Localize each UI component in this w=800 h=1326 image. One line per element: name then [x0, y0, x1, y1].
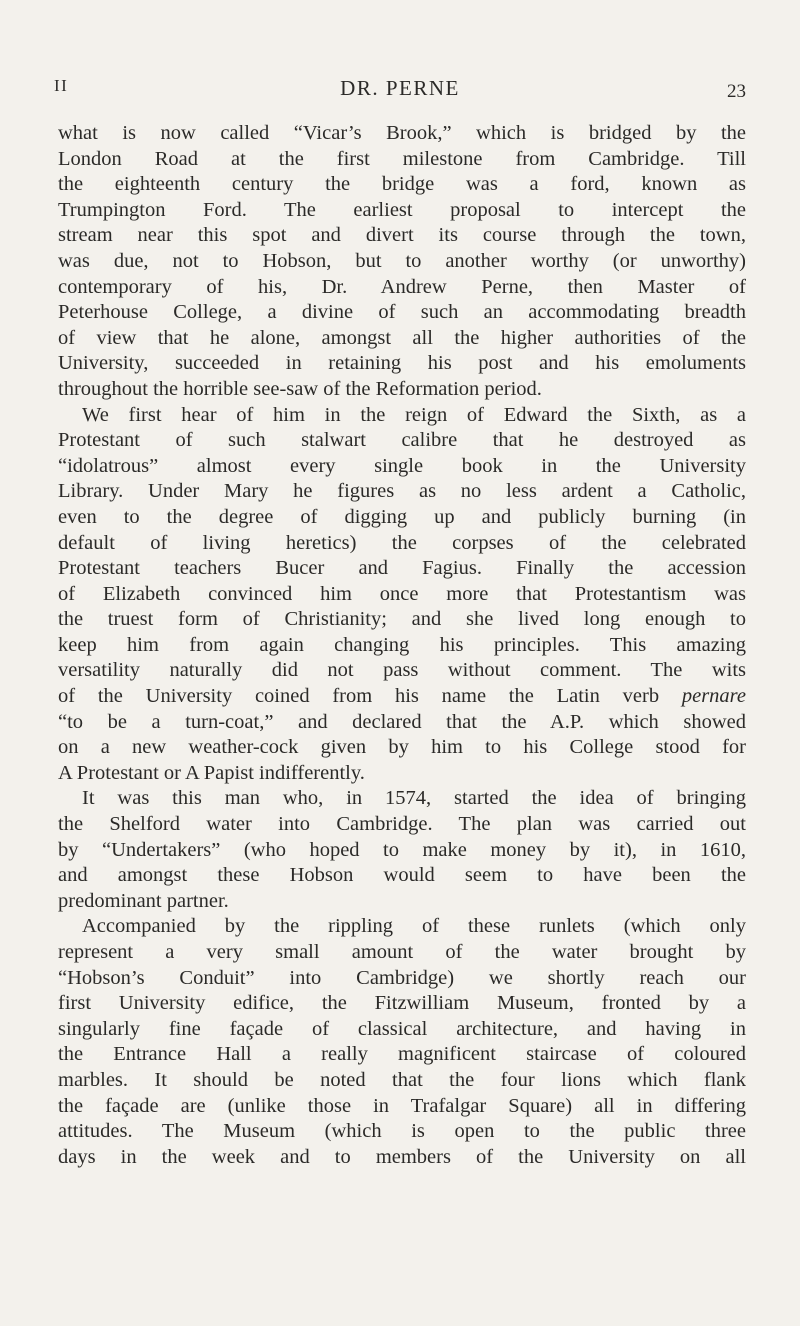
- text-line: [58, 812, 746, 838]
- text-line: [58, 505, 746, 531]
- text-line: [58, 172, 746, 198]
- text-line-content: We first hear of him in the reign of Edward the Sixth, as a: [82, 403, 746, 426]
- text-line: [58, 275, 746, 301]
- text-line: [58, 556, 746, 582]
- text-line-content: what is now called “Vicar’s Brook,” which is bridged by the: [58, 122, 746, 144]
- text-line: [58, 658, 746, 684]
- text-line-content: predominant partner.: [58, 889, 229, 912]
- text-line-content: days in the week and to members of the University on all: [58, 1145, 746, 1168]
- text-line-content: Trumpington Ford. The earliest proposal to intercept the: [58, 198, 746, 221]
- text-line: [58, 479, 746, 505]
- text-line-content: the Entrance Hall a really magnificent staircase of coloured: [58, 1043, 746, 1066]
- text-line: [58, 1145, 746, 1171]
- text-line-content: default of living heretics) the corpses of the celebrated: [58, 531, 746, 554]
- text-line: [58, 914, 746, 940]
- text-line: [58, 991, 746, 1017]
- text-line-content: of Elizabeth convinced him once more that Protestantism was: [58, 582, 746, 605]
- text-line-content: Protestant of such stalwart calibre that he destroyed as: [58, 429, 746, 452]
- text-line-content: the Shelford water into Cambridge. The plan was carried out: [58, 813, 746, 836]
- text-line-content: keep him from again changing his principles. This amazing: [58, 633, 746, 656]
- text-line-content: Protestant teachers Bucer and Fagius. Finally the accession: [58, 557, 746, 580]
- text-line-content: throughout the horrible see-saw of the Reformation period.: [58, 377, 542, 400]
- text-line-content: even to the degree of digging up and publicly burning (in: [58, 505, 746, 528]
- text-line: [58, 351, 746, 377]
- text-line: [58, 403, 746, 429]
- text-line-content: and amongst these Hobson would seem to have been the: [58, 864, 746, 887]
- text-line-content: the eighteenth century the bridge was a ford, known as: [58, 173, 746, 196]
- text-line-content: attitudes. The Museum (which is open to the public three: [58, 1120, 746, 1143]
- text-line: [58, 1119, 746, 1145]
- text-line-content: “to be a turn-coat,” and declared that the A.P. which showed: [58, 710, 746, 733]
- text-line-content: the façade are (unlike those in Trafalgar Square) all in differing: [58, 1094, 746, 1117]
- text-line: [58, 121, 746, 147]
- text-line: [58, 531, 746, 557]
- text-line: [58, 428, 746, 454]
- text-line: [58, 377, 746, 403]
- text-line: [58, 223, 746, 249]
- text-line: [58, 326, 746, 352]
- text-line-content: “idolatrous” almost every single book in the University: [58, 454, 746, 477]
- body-text: [58, 121, 746, 1170]
- text-line: [58, 684, 746, 710]
- text-line-content: “Hobson’s Conduit” into Cambridge) we shortly reach our: [58, 966, 746, 989]
- text-line: [58, 249, 746, 275]
- text-line-content: It was this man who, in 1574, started the idea of bringing: [82, 787, 746, 810]
- text-line: [58, 633, 746, 659]
- text-line: [58, 1068, 746, 1094]
- text-line: [58, 454, 746, 480]
- text-line-content: by “Undertakers” (who hoped to make money by it), in 1610,: [58, 838, 746, 861]
- text-line: [58, 198, 746, 224]
- text-line-content: contemporary of his, Dr. Andrew Perne, then Master of: [58, 275, 746, 298]
- text-line: [58, 1017, 746, 1043]
- text-line: [58, 147, 746, 173]
- text-line-content: on a new weather-cock given by him to his College stood for: [58, 736, 746, 759]
- text-line-content: stream near this spot and divert its course through the town,: [58, 224, 746, 247]
- text-line-content: was due, not to Hobson, but to another worthy (or unworthy): [58, 249, 746, 272]
- text-line: [58, 940, 746, 966]
- page-header: [54, 76, 746, 106]
- text-line: [58, 710, 746, 736]
- text-line: [58, 1042, 746, 1068]
- text-line: [58, 966, 746, 992]
- text-line-content: Accompanied by the rippling of these runlets (which only: [82, 915, 746, 938]
- text-line: [58, 1094, 746, 1120]
- text-line-content: singularly fine façade of classical architecture, and having in: [58, 1017, 746, 1040]
- text-line-content: represent a very small amount of the water brought by: [58, 941, 746, 963]
- text-line: [58, 786, 746, 812]
- text-line-content: Library. Under Mary he figures as no less ardent a Catholic,: [58, 480, 746, 503]
- text-line: [58, 735, 746, 761]
- text-line: [58, 838, 746, 864]
- text-line-content: London Road at the first milestone from Cambridge. Till: [58, 147, 746, 170]
- text-line-content: Peterhouse College, a divine of such an accommodating breadth: [58, 301, 746, 324]
- text-line: [58, 889, 746, 915]
- text-line: [58, 300, 746, 326]
- text-line: [58, 582, 746, 608]
- text-line: [58, 607, 746, 633]
- text-line-content: the truest form of Christianity; and she lived long enough to: [58, 608, 746, 631]
- text-line-content: of the University coined from his name the Latin verb: [58, 685, 660, 708]
- text-line-content: of view that he alone, amongst all the higher authorities of the: [58, 326, 746, 349]
- text-line: [58, 761, 746, 787]
- text-line-content: first University edifice, the Fitzwilliam Museum, fronted by a: [58, 992, 746, 1015]
- text-line-content: versatility naturally did not pass without comment. The wits: [58, 659, 746, 682]
- text-line: [58, 863, 746, 889]
- text-line-content: A Protestant or A Papist indifferently.: [58, 761, 365, 784]
- running-head: DR. PERNE: [340, 76, 460, 100]
- text-line-content: University, succeeded in retaining his post and his emoluments: [58, 352, 746, 375]
- text-line-content: marbles. It should be noted that the four lions which flank: [58, 1068, 746, 1091]
- chapter-numeral: II: [54, 76, 69, 95]
- italic-term: pernare: [681, 685, 746, 708]
- page-number: 23: [727, 81, 746, 102]
